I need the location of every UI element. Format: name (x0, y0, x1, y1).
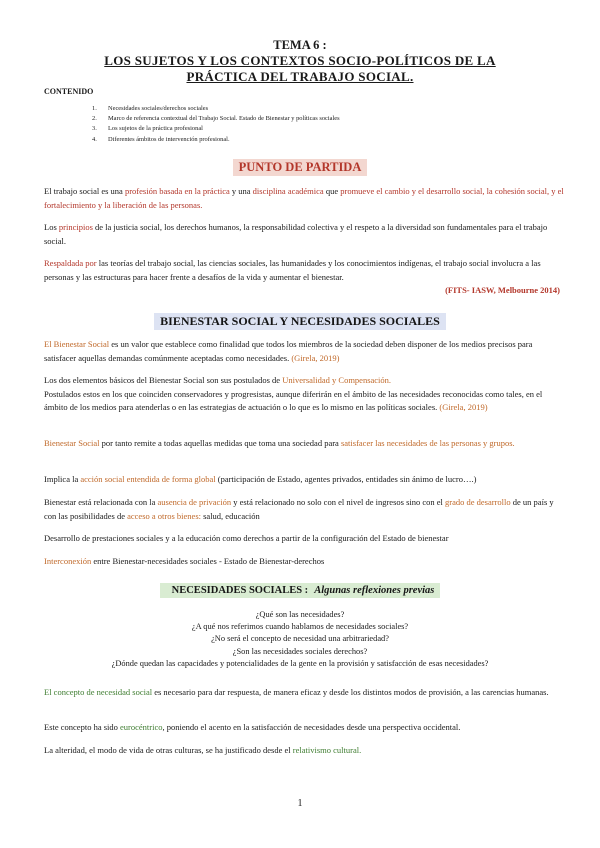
paragraph-bienestar-definition (44, 338, 564, 365)
highlight-text: El concepto de necesidad social (44, 687, 153, 697)
contents-item-number: 2. (92, 115, 97, 123)
paragraph-eurocentric (44, 721, 564, 735)
highlight-text: relativismo cultural. (292, 745, 362, 755)
page-number: 1 (297, 798, 303, 809)
contents-item-number: 3. (92, 125, 97, 133)
section-heading-text (160, 583, 441, 598)
text-run: es un valor que establece como finalidad que todos los miembros de la sociedad deben disponer de los medios precisos para satisfacer aquellas demandas comúnmente aceptadas como necesidades. (44, 339, 533, 363)
question: ¿Qué son las necesidades? (255, 610, 345, 619)
highlight-text: satisfacer las necesidades de las personas y grupos. (340, 438, 515, 448)
contents-item (92, 114, 340, 124)
paragraph-global-action (44, 473, 564, 487)
section-heading-punto-de-partida (0, 158, 600, 176)
text-run: La alteridad, el modo de vida de otras culturas, se ha justificado desde el (44, 745, 293, 755)
heading-part: NECESIDADES SOCIALES : (166, 584, 315, 597)
section-heading-text: BIENESTAR SOCIAL Y NECESIDADES SOCIALES (154, 313, 446, 330)
question: ¿A qué nos referimos cuando hablamos de necesidades sociales? (191, 622, 409, 632)
paragraph-backed-by (44, 257, 564, 284)
reference: (Girela, 2019) (291, 352, 340, 363)
questions-list (0, 609, 600, 670)
highlight-text: acceso a otros bienes: (127, 510, 201, 521)
paragraph-alterity (44, 744, 564, 758)
text-run: El trabajo social es una (44, 186, 125, 196)
section-heading-necesidades-sociales (0, 580, 600, 598)
paragraph-interconnection (44, 555, 564, 569)
heading-subtitle: Algunas reflexiones previas (314, 585, 435, 596)
text-run: Postulados estos en los que coinciden conservadores y progresistas, aunque diferirán en el ámbito de las necesidades reconocidas como tales, en el ámbito de los medios para atenderlas o en las estrategias de actuación o lo que es lo mismo en las políticas sociales. (44, 388, 543, 413)
text-run: , poniendo el acento en la satisfacción de necesidades desde una perspectiva occidental. (162, 722, 461, 732)
highlight-text: Respaldada por (44, 258, 97, 268)
text-run: es necesario para dar respuesta, de manera eficaz y desde los distintos modos de provisión, a las carencias humanas. (152, 687, 549, 697)
contents-item-text: Necesidades sociales/derechos sociales (108, 105, 209, 112)
contents-item (92, 135, 340, 145)
text-run: Los (44, 222, 59, 232)
text-run: y una (229, 186, 253, 196)
highlight-text: principios (58, 222, 93, 232)
contents-item (92, 124, 340, 134)
paragraph-basic-elements (44, 374, 564, 415)
section-heading-text: PUNTO DE PARTIDA (233, 159, 368, 176)
highlight-text: promueve el cambio y el desarrollo social, la cohesión social, y el fortalecimiento y la liberación de las personas. (44, 186, 564, 210)
contents-item-text: Diferentes ámbitos de intervención profesional. (108, 135, 230, 143)
text-run: Los dos elementos básicos del Bienestar Social son sus postulados de (44, 375, 283, 385)
topic-number: TEMA 6 : (273, 38, 327, 52)
text-run: y está relacionado no solo con el nivel de ingresos sino con el (231, 497, 446, 507)
question: ¿No será el concepto de necesidad una arbitrariedad? (211, 634, 389, 644)
document-title-line2: PRÁCTICA DEL TRABAJO SOCIAL. (186, 69, 414, 84)
paragraph-bienestar-measures (44, 437, 564, 451)
text-run: Este concepto ha sido (44, 722, 121, 732)
highlight-text: Universalidad y Compensación. (282, 375, 392, 385)
highlight-text: Bienestar Social (44, 438, 100, 448)
contents-item-text: Marco de referencia contextual del Trabajo Social. Estado de Bienestar y políticas sociales (108, 115, 340, 123)
text-run: Bienestar está relacionada con la (44, 497, 158, 507)
text-run: por tanto remite a todas aquellas medidas que toma una sociedad para (99, 438, 341, 448)
contents-list (92, 104, 340, 145)
text-run: que (323, 186, 341, 196)
text-run: de un país y con las posibilidades de (44, 497, 554, 521)
highlight-text: eurocéntrico (120, 722, 163, 732)
paragraph-principles (44, 221, 564, 248)
highlight-text: Interconexión (44, 556, 92, 566)
highlight-text: disciplina académica (252, 186, 324, 196)
question: ¿Dónde quedan las capacidades y potencialidades de la gente en la provisión y satisfacción de esas necesidades? (111, 658, 489, 668)
contents-label: CONTENIDO (44, 87, 94, 96)
highlight-text: grado de desarrollo (445, 497, 511, 507)
highlight-text: ausencia de privación (157, 497, 232, 507)
highlight-text: acción social entendida de forma global (80, 474, 216, 484)
highlight-text: profesión basada en la práctica (124, 186, 230, 196)
highlight-text: El Bienestar Social (44, 339, 110, 349)
section-heading-bienestar-social (0, 312, 600, 330)
text-run: (participación de Estado, agentes privados, entidades sin ánimo de lucro….) (215, 474, 477, 484)
contents-item-number: 4. (92, 135, 97, 143)
paragraph-need-concept (44, 686, 564, 700)
text-run: salud, educación (200, 510, 260, 521)
text-run: de la justicia social, los derechos humanos, la responsabilidad colectiva y el respeto a la diversidad son fundamentales para el trabajo social. (44, 222, 548, 246)
text-run: las teorías del trabajo social, las ciencias sociales, las humanidades y los conocimientos indígenas, el trabajo social involucra a las personas y las estructuras para hacer frente a desafíos de la vida y aumentar el bienestar. (44, 258, 541, 282)
document-title-line1: LOS SUJETOS Y LOS CONTEXTOS SOCIO-POLÍTICOS DE LA (104, 53, 496, 68)
text-run: entre Bienestar-necesidades sociales - Estado de Bienestar-derechos (91, 556, 325, 566)
question: ¿Son las necesidades sociales derechos? (232, 646, 368, 656)
text-run: Implica la (44, 474, 81, 484)
contents-item-number: 1. (92, 105, 97, 112)
contents-item-text: Los sujetos de la práctica profesional (108, 125, 203, 133)
contents-item (92, 104, 340, 114)
citation: (FITS- IASW, Melbourne 2014) (445, 285, 560, 295)
reference: (Girela, 2019) (439, 402, 488, 413)
paragraph-benefits: Desarrollo de prestaciones sociales y a la educación como derechos a partir de la configuración del Estado de bienestar (44, 533, 449, 543)
paragraph-definition (44, 185, 564, 212)
paragraph-deprivation (44, 496, 564, 523)
